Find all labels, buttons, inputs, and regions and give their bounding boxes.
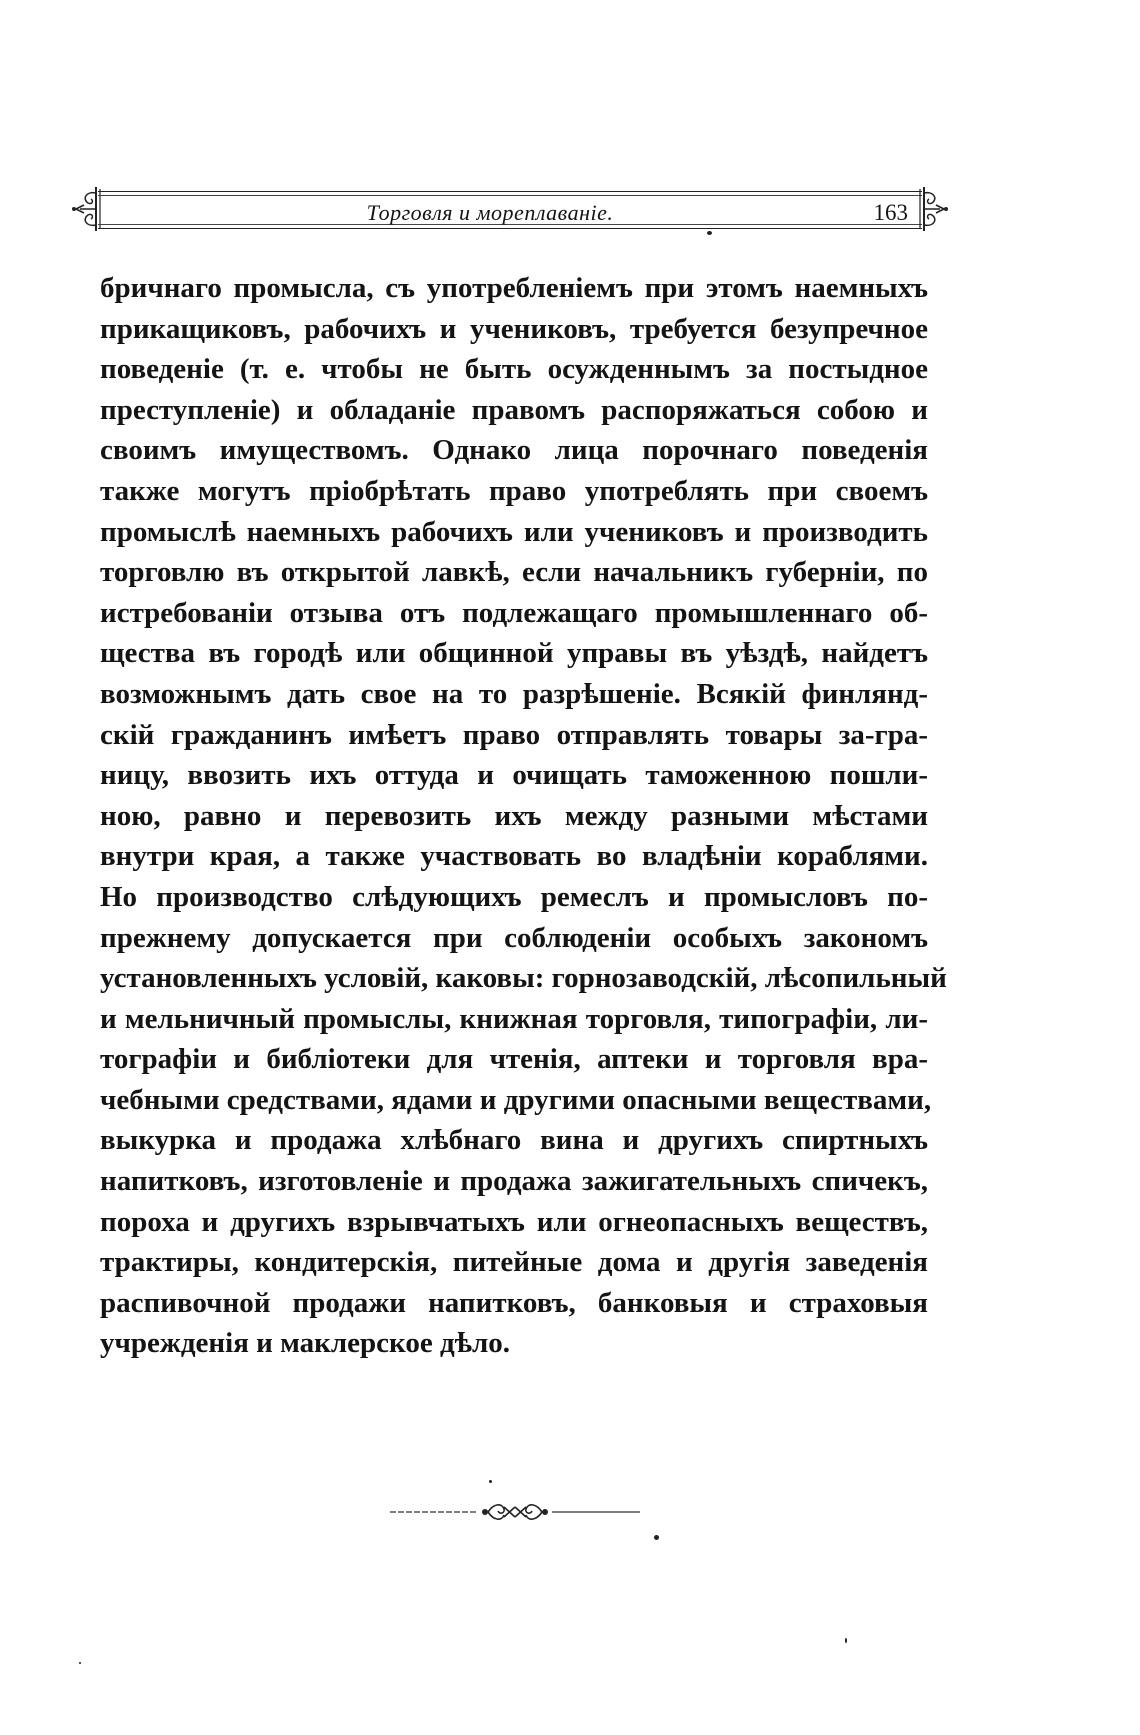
text-line: истребованіи отзыва отъ подлежащаго промышленнаго об-: [100, 596, 928, 629]
text-line: прежнему допускается при соблюденіи особыхъ закономъ: [100, 921, 928, 954]
text-line: внутри края, а также участвовать во владѣніи кораблями.: [100, 840, 928, 873]
text-line: торговлю въ открытой лавкѣ, если начальникъ губерніи, по: [100, 556, 928, 589]
running-head-frame: [98, 191, 922, 229]
text-line: своимъ имуществомъ. Однако лица порочнаго поведенія: [100, 434, 928, 467]
body-text: [100, 268, 947, 1364]
print-speck: [79, 1662, 81, 1664]
text-line: учрежденія и маклерское дѣло.: [100, 1327, 511, 1360]
print-speck: [489, 1480, 492, 1483]
text-line: возможнымъ дать свое на то разрѣшеніе. Всякій финлянд-: [100, 677, 928, 710]
running-head: [60, 185, 960, 233]
text-line: щества въ городѣ или общинной управы въ уѣздѣ, найдетъ: [100, 637, 928, 670]
text-line: ницу, ввозить ихъ оттуда и очищать таможенною пошли-: [100, 759, 928, 792]
text-line: также могутъ пріобрѣтать право употреблять при своемъ: [100, 474, 928, 507]
text-line: скій гражданинъ имѣетъ право отправлять товары за-гра-: [100, 718, 928, 751]
text-line: трактиры, кондитерскія, питейные дома и другія заведенія: [100, 1246, 928, 1279]
text-line: поведеніе (т. е. чтобы не быть осужденнымъ за постыдное: [100, 353, 928, 386]
print-speck: [845, 1638, 847, 1643]
scroll-ornament-right-icon: [916, 185, 960, 233]
page-number: 163: [873, 200, 908, 225]
tailpiece-ornament-icon: [390, 1497, 640, 1527]
running-head-title: Торговля и мореплаваніе.: [366, 200, 614, 225]
text-line: чебными средствами, ядами и другими опасными веществами,: [100, 1083, 932, 1116]
text-line: тографіи и библіотеки для чтенія, аптеки и торговля вра-: [100, 1043, 928, 1076]
text-line: Но производство слѣдующихъ ремеслъ и промысловъ по-: [100, 880, 928, 913]
print-speck: [707, 231, 712, 235]
text-line: ною, равно и перевозить ихъ между разными мѣстами: [100, 799, 928, 832]
text-line: промыслѣ наемныхъ рабочихъ или учениковъ и производить: [100, 515, 928, 548]
text-line: прикащиковъ, рабочихъ и учениковъ, требуется безупречное: [100, 312, 928, 345]
text-line: напитковъ, изготовленіе и продажа зажигательныхъ спичекъ,: [100, 1165, 928, 1198]
text-line: бричнаго промысла, съ употребленіемъ при этомъ наемныхъ: [100, 272, 928, 304]
text-line: выкурка и продажа хлѣбнаго вина и другихъ спиртныхъ: [100, 1124, 928, 1157]
text-line: преступленіе) и обладаніе правомъ распоряжаться собою и: [100, 393, 928, 426]
print-speck: [654, 1535, 659, 1540]
text-line: установленныхъ условій, каковы: горнозаводскій, лѣсопильный: [100, 962, 947, 995]
text-line: и мельничный промыслы, книжная торговля, типографіи, ли-: [100, 1002, 928, 1035]
text-line: пороха и другихъ взрывчатыхъ или огнеопасныхъ веществъ,: [100, 1205, 928, 1238]
text-line: распивочной продажи напитковъ, банковыя и страховыя: [100, 1286, 928, 1319]
